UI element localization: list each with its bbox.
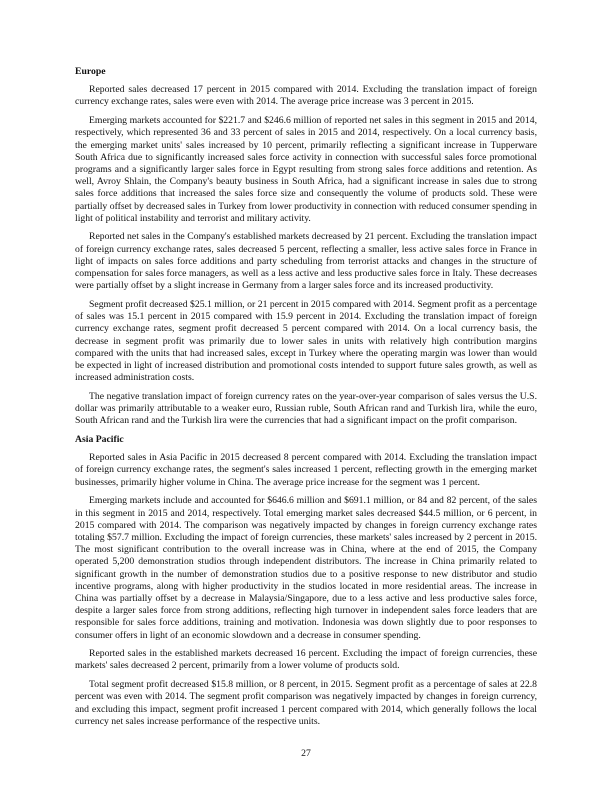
paragraph: Reported sales decreased 17 percent in 2015 compared with 2014. Excluding the translation impact of foreign currency exchange rates, sales were even with 2014. The average price increase was 3 percent in 2015. <box>75 84 537 108</box>
paragraph: The negative translation impact of foreign currency rates on the year-over-year comparison of sales versus the U.S. dollar was primarily attributable to a weaker euro, Russian ruble, South African rand and Turkish lira, while the euro, South African rand and the Turkish lira were the currencies that had a significant impact on the profit comparison. <box>75 390 537 427</box>
document-body <box>75 66 537 734</box>
page-number: 27 <box>301 748 311 759</box>
paragraph: Segment profit decreased $25.1 million, or 21 percent in 2015 compared with 2014. Segment profit as a percentage of sales was 15.1 percent in 2015 compared with 15.9 percent in 2014. Excluding the translation impact of foreign currency exchange rates, segment profit decreased 5 percent compared with 2014. On a local currency basis, the decrease in segment profit was primarily due to lower sales in units with relatively high contribution margins compared with the units that had increased sales, except in Turkey where the operating margin was lower than would be expected in light of increased distribution and promotional costs intended to support future sales growth, as well as increased administration costs. <box>75 298 537 384</box>
paragraph: Reported net sales in the Company's established markets decreased by 21 percent. Excluding the translation impact of foreign currency exchange rates, sales decreased 5 percent, reflecting a smaller, less active sales force in France in light of impacts on sales force additions and party scheduling from terrorist attacks and changes in the structure of compensation for sales force managers, as well as a less active and less productive sales force in Italy. These decreases were partially offset by a slight increase in Germany from a larger sales force and its increased productivity. <box>75 231 537 292</box>
paragraph: Emerging markets accounted for $221.7 and $246.6 million of reported net sales in this segment in 2015 and 2014, respectively, which represented 36 and 33 percent of sales in 2015 and 2014, respectively. On a local currency basis, the emerging market units' sales increased by 10 percent, primarily reflecting a significant increase in Tupperware South Africa due to significantly increased sales force activity in connection with successful sales force promotional programs and a significantly larger sales force in Egypt resulting from strong sales force additions and retention. As well, Avroy Shlain, the Company's beauty business in South Africa, had a significant increase in sales due to strong sales force additions that increased the sales force size and consequently the volume of products sold. These were partially offset by decreased sales in Turkey from lower productivity in connection with reduced consumer spending in light of political instability and terrorist and military activity. <box>75 115 537 224</box>
paragraph: Total segment profit decreased $15.8 million, or 8 percent, in 2015. Segment profit as a percentage of sales at 22.8 percent was even with 2014. The segment profit comparison was negatively impacted by changes in foreign currency, and excluding this impact, segment profit increased 1 percent compared with 2014, which generally follows the local currency net sales increase performance of the respective units. <box>75 679 537 727</box>
section-europe <box>75 66 537 427</box>
section-heading: Europe <box>75 66 106 77</box>
paragraph: Emerging markets include and accounted for $646.6 million and $691.1 million, or 84 and 82 percent, of the sales in this segment in 2015 and 2014, respectively. Total emerging market sales decreased $44.5 million, or 6 percent, in 2015 compared with 2014. The comparison was negatively impacted by changes in foreign currency exchange rates totaling $57.7 million. Excluding the impact of foreign currencies, these markets' sales increased by 2 percent in 2015. The most significant contribution to the overall increase was in China, where at the end of 2015, the Company operated 5,200 demonstration studios through independent distributors. The increase in China primarily related to significant growth in the number of demonstration studios due to a positive response to new distributor and studio incentive programs, along with higher productivity in the studios located in more residential areas. The increase in China was partially offset by a decrease in Malaysia/Singapore, due to a less active and less productive sales force, despite a larger sales force from strong additions, reflecting high turnover in independent sales force leaders that are responsible for sales force additions, training and motivation. Indonesia was down slightly due to poor responses to consumer offers in light of an economic slowdown and a decrease in consumer spending. <box>75 495 537 641</box>
section-asia-pacific <box>75 434 537 728</box>
section-heading: Asia Pacific <box>75 433 124 445</box>
paragraph: Reported sales in the established markets decreased 16 percent. Excluding the impact of foreign currencies, these markets' sales decreased 2 percent, primarily from a lower volume of products sold. <box>75 648 537 672</box>
paragraph: Reported sales in Asia Pacific in 2015 decreased 8 percent compared with 2014. Excluding the translation impact of foreign currency exchange rates, the segment's sales increased 1 percent, reflecting growth in the emerging market businesses, primarily higher volume in China. The average price increase for the segment was 1 percent. <box>75 452 537 488</box>
